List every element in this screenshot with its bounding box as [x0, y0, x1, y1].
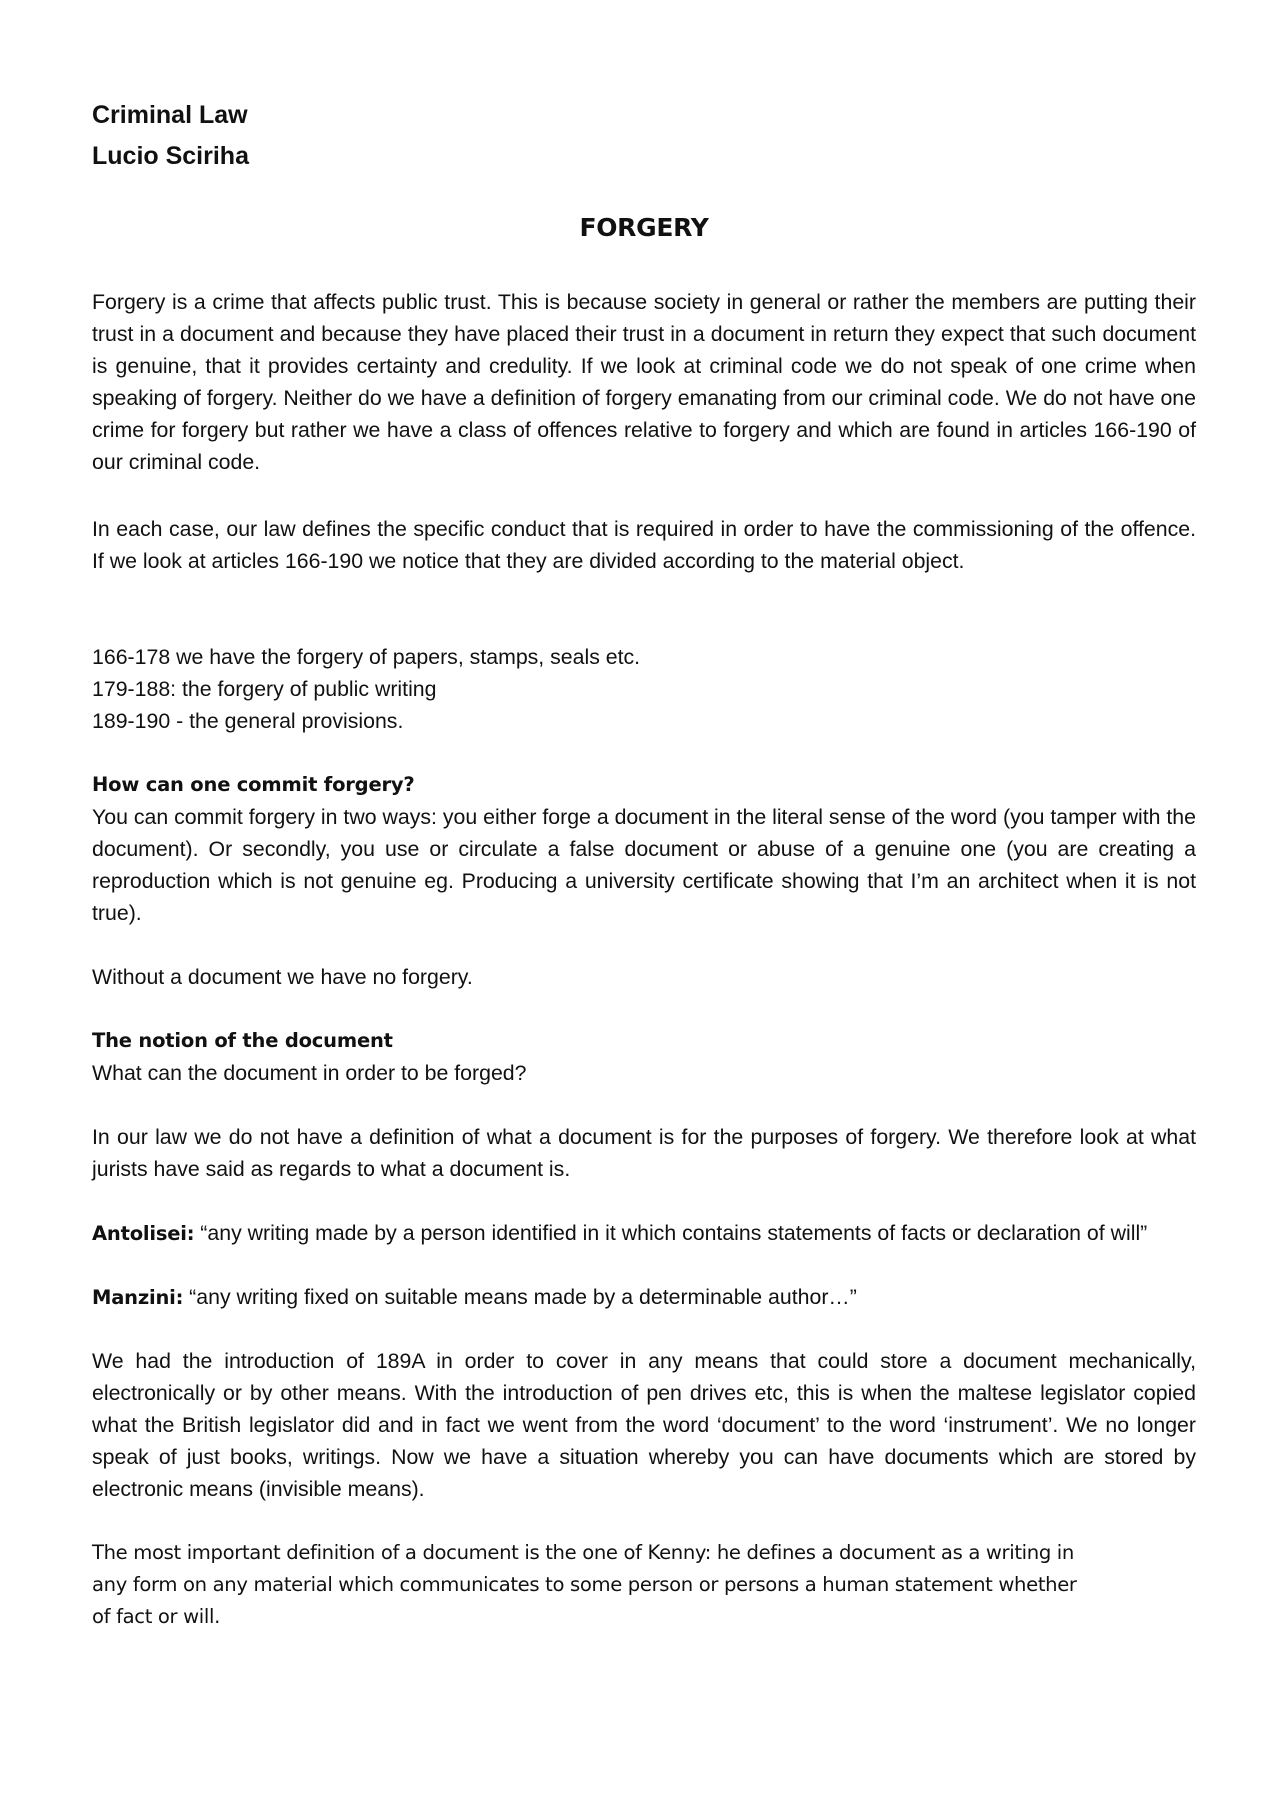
definition-text: “any writing fixed on suitable means made by a determinable author…”	[183, 1285, 857, 1309]
notion-paragraph: In our law we do not have a definition of what a document is for the purposes of forgery. We therefore look at what jurists have said as regards to what a document is.	[92, 1125, 1196, 1181]
definition-manzini	[92, 1281, 1196, 1314]
definition-text: “any writing made by a person identified in it which contains statements of facts or declaration of will”	[194, 1221, 1148, 1245]
page-title: FORGERY	[579, 213, 709, 242]
section-heading-notion: The notion of the document	[92, 1029, 393, 1052]
kenny-definition-paragraph	[92, 1537, 1196, 1633]
jurist-name: Manzini:	[92, 1286, 184, 1309]
article-range-item: 179-188: the forgery of public writing	[92, 677, 437, 701]
definition-antolisei	[92, 1217, 1196, 1250]
kenny-line: The most important definition of a document is the one of Kenny: he defines a document as a writing in	[92, 1541, 1074, 1564]
intro-paragraph-1: Forgery is a crime that affects public trust. This is because society in general or rather the members are putting their trust in a document and because they have placed their trust in a document in return they expect that such document is genuine, that it provides certainty and credulity. If we look at criminal code we do not speak of one crime when speaking of forgery. Neither do we have a definition of forgery emanating from our criminal code. We do not have one crime for forgery but rather we have a class of offences relative to forgery and which are found in articles 166-190 of our criminal code.	[92, 290, 1196, 474]
kenny-line: any form on any material which communicates to some person or persons a human statement whether	[92, 1573, 1077, 1596]
course-title: Criminal Law	[92, 101, 248, 129]
article-range-item: 166-178 we have the forgery of papers, stamps, seals etc.	[92, 645, 641, 669]
author-name: Lucio Sciriha	[92, 142, 249, 170]
intro-paragraph-2: In each case, our law defines the specific conduct that is required in order to have the commissioning of the offence. If we look at articles 166-190 we notice that they are divided according to the material object.	[92, 517, 1196, 573]
section-189a-paragraph: We had the introduction of 189A in order to cover in any means that could store a document mechanically, electronically or by other means. With the introduction of pen drives etc, this is when the maltese legislator copied what the British legislator did and in fact we went from the word ‘document’ to the word ‘instrument’. We no longer speak of just books, writings. Now we have a situation whereby you can have documents which are stored by electronic means (invisible means).	[92, 1349, 1196, 1501]
commit-paragraph: You can commit forgery in two ways: you either forge a document in the literal sense of the word (you tamper with the document). Or secondly, you use or circulate a false document or abuse of a genuine one (you are creating a reproduction which is not genuine eg. Producing a university certificate showing that I’m an architect when it is not true).	[92, 805, 1196, 925]
notion-question: What can the document in order to be forged?	[92, 1061, 527, 1085]
jurist-name: Antolisei:	[92, 1222, 195, 1245]
kenny-line: of fact or will.	[92, 1605, 220, 1628]
section-heading-commit: How can one commit forgery?	[92, 773, 415, 796]
article-range-item: 189-190 - the general provisions.	[92, 709, 404, 733]
no-document-note: Without a document we have no forgery.	[92, 965, 473, 989]
